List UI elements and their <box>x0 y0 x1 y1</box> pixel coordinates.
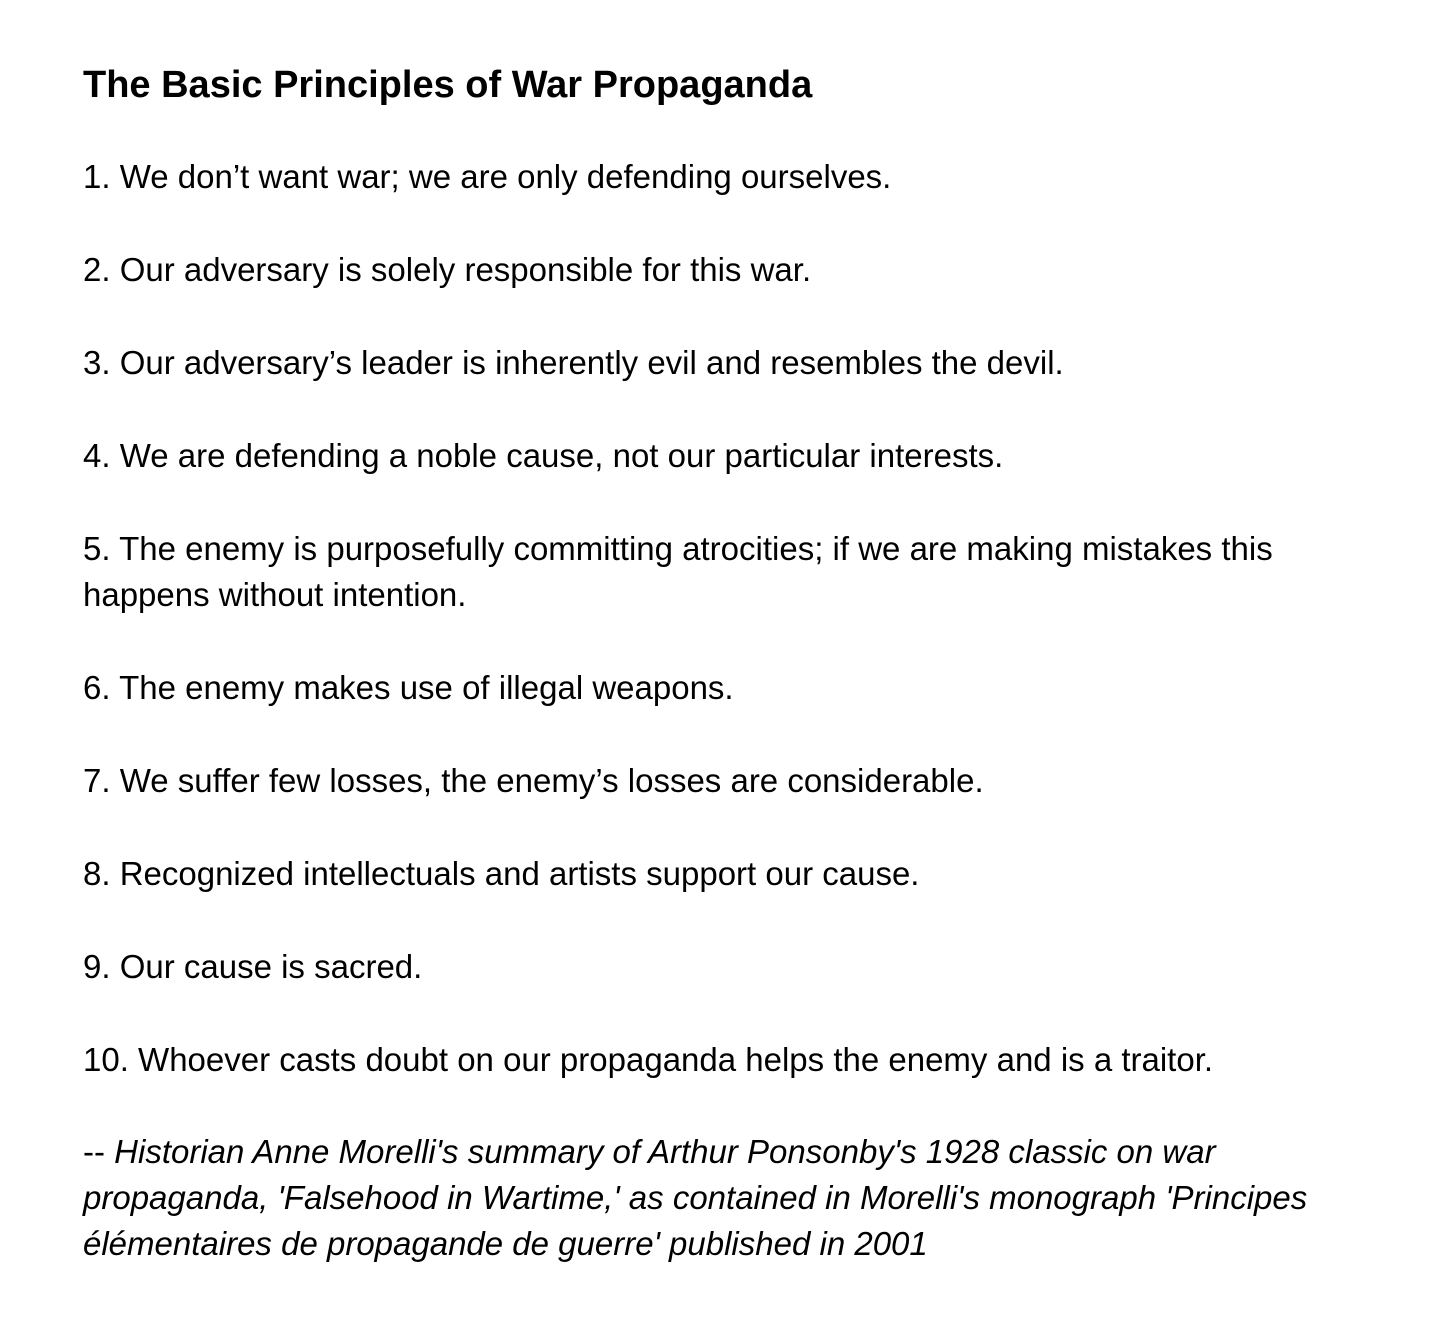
principle-item-7: 7. We suffer few losses, the enemy’s losses are considerable. <box>83 762 984 799</box>
principle-item-1: 1. We don’t want war; we are only defending ourselves. <box>83 158 892 195</box>
principle-item-4: 4. We are defending a noble cause, not our particular interests. <box>83 437 1004 474</box>
principle-item-9: 9. Our cause is sacred. <box>83 948 423 985</box>
attribution-text: Historian Anne Morelli's summary of Arthur Ponsonby's 1928 classic on war propaganda, 'Falsehood in Wartime,' as contained in Morelli's monograph 'Principes élémentaires de propagande de guerre' published in 2001 <box>83 1133 1308 1262</box>
principle-item-6: 6. The enemy makes use of illegal weapons. <box>83 669 734 706</box>
principle-item-10: 10. Whoever casts doubt on our propaganda helps the enemy and is a traitor. <box>83 1041 1214 1078</box>
document-title: The Basic Principles of War Propaganda <box>83 64 813 106</box>
principle-item-3: 3. Our adversary’s leader is inherently evil and resembles the devil. <box>83 344 1064 381</box>
attribution-quote <box>83 1129 1388 1267</box>
principle-item-8: 8. Recognized intellectuals and artists support our cause. <box>83 855 920 892</box>
principle-item-2: 2. Our adversary is solely responsible for this war. <box>83 251 812 288</box>
principles-list <box>83 154 1388 1083</box>
principle-item-5: 5. The enemy is purposefully committing atrocities; if we are making mistakes this happens without intention. <box>83 530 1273 613</box>
attribution-prefix: -- <box>83 1133 115 1170</box>
